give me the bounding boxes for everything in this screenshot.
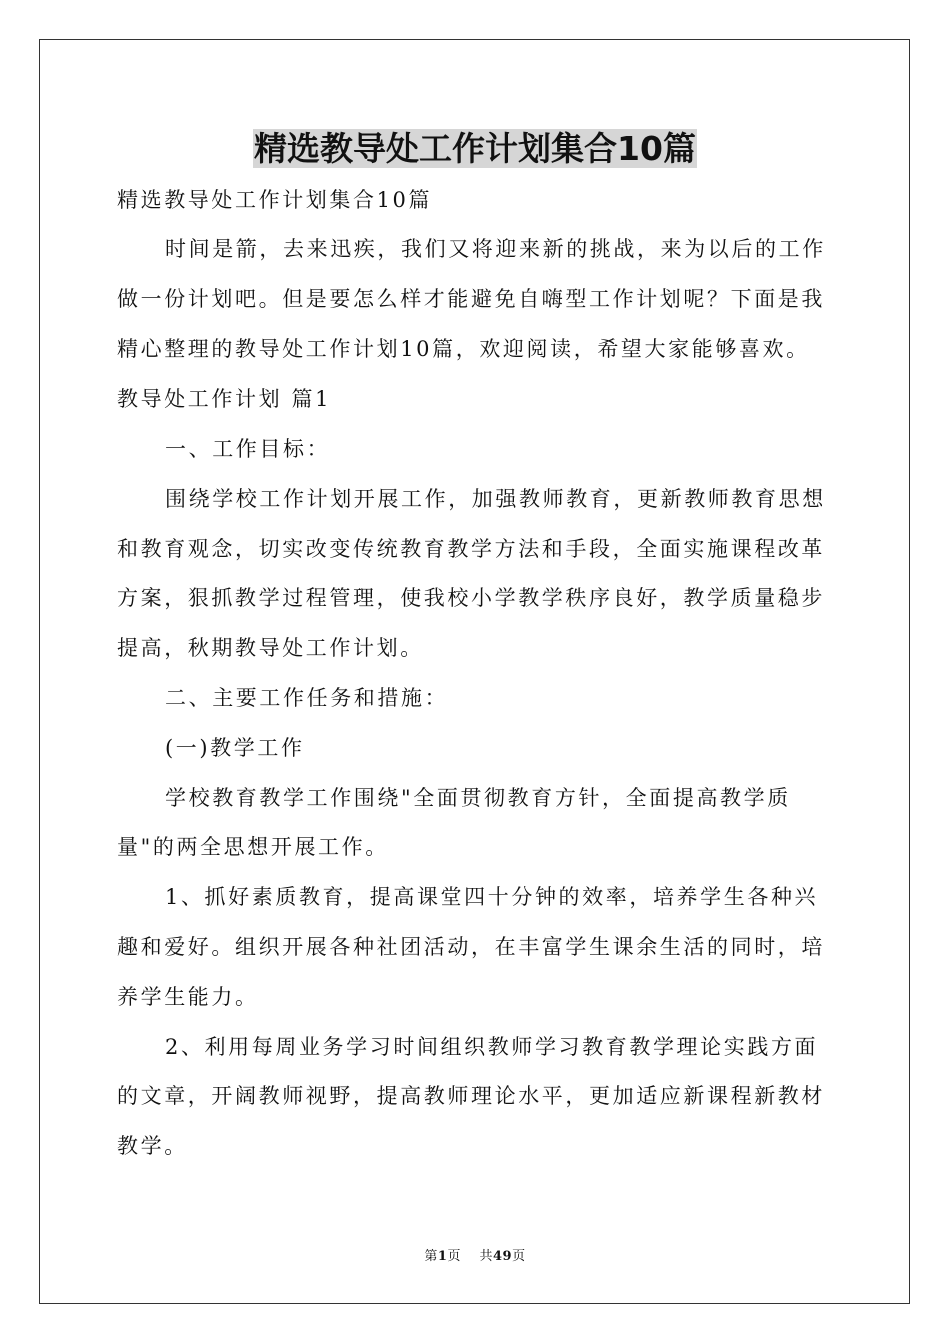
page-prefix: 第: [424, 1249, 438, 1264]
document-title-text: 精选教导处工作计划集合10篇: [254, 129, 696, 168]
paragraph-line: 教学。: [117, 1134, 188, 1158]
page-suffix: 页: [447, 1249, 461, 1264]
total-pages: 49: [493, 1249, 513, 1264]
paragraph-line: 方案，狠抓教学过程管理，使我校小学教学秩序良好，教学质量稳步: [117, 586, 825, 610]
subheading: 一、工作目标：: [165, 437, 331, 461]
page-number: 1: [437, 1249, 448, 1264]
page-border: [39, 39, 910, 1304]
subheading: (一)教学工作: [165, 736, 305, 760]
paragraph-line: 趣和爱好。组织开展各种社团活动，在丰富学生课余生活的同时，培: [117, 935, 825, 959]
total-suffix: 页: [512, 1249, 526, 1264]
document-title: [0, 126, 950, 172]
paragraph-line: 精心整理的教导处工作计划10篇，欢迎阅读，希望大家能够喜欢。: [117, 337, 810, 361]
page-footer: [0, 1248, 950, 1266]
paragraph-line: 和教育观念，切实改变传统教育教学方法和手段，全面实施课程改革: [117, 537, 825, 561]
paragraph-line: 量"的两全思想开展工作。: [117, 835, 389, 859]
subtitle-line: 精选教导处工作计划集合10篇: [117, 188, 433, 212]
section-heading: 教导处工作计划 篇1: [117, 387, 332, 411]
paragraph-line: 做一份计划吧。但是要怎么样才能避免自嗨型工作计划呢？下面是我: [117, 287, 825, 311]
paragraph-line: 1、抓好素质教育，提高课堂四十分钟的效率，培养学生各种兴: [165, 885, 819, 909]
paragraph-line: 提高，秋期教导处工作计划。: [117, 636, 424, 660]
paragraph-line: 养学生能力。: [117, 985, 259, 1009]
paragraph-line: 时间是箭，去来迅疾，我们又将迎来新的挑战，来为以后的工作: [165, 237, 826, 261]
paragraph-line: 围绕学校工作计划开展工作，加强教师教育，更新教师教育思想: [165, 487, 826, 511]
paragraph-line: 2、利用每周业务学习时间组织教师学习教育教学理论实践方面: [165, 1035, 819, 1059]
total-prefix: 共: [479, 1249, 493, 1264]
paragraph-line: 学校教育教学工作围绕"全面贯彻教育方针，全面提高教学质: [165, 786, 791, 810]
paragraph-line: 的文章，开阔教师视野，提高教师理论水平，更加适应新课程新教材: [117, 1084, 825, 1108]
subheading: 二、主要工作任务和措施：: [165, 686, 449, 710]
